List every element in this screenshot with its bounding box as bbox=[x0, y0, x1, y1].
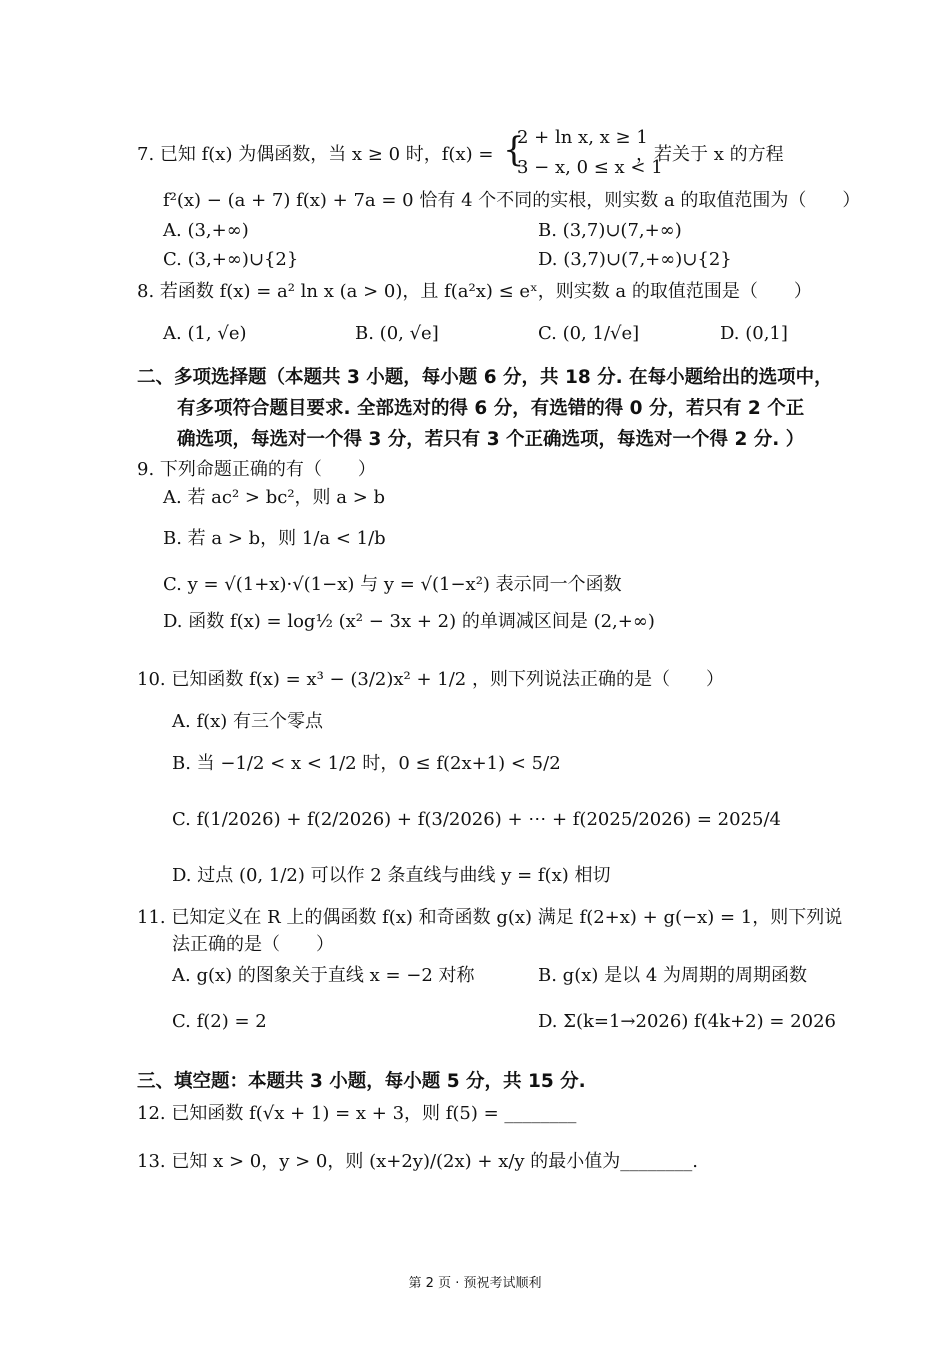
q11-option-c: C. f(2) = 2 bbox=[172, 1011, 267, 1032]
q8-option-a: A. (1, √e) bbox=[163, 323, 247, 344]
q9-stem: 9. 下列命题正确的有（ ） bbox=[137, 459, 376, 480]
page-footer: 第 2 页 · 预祝考试顺利 bbox=[408, 1276, 542, 1291]
q7-equation: f²(x) − (a + 7) f(x) + 7a = 0 恰有 4 个不同的实根，则实数 a 的取值范围为（ ） bbox=[163, 190, 861, 211]
q7-case-1: 2 + ln x, x ≥ 1 bbox=[517, 127, 648, 148]
q9-option-c: C. y = √(1+x)·√(1−x) 与 y = √(1−x²) 表示同一个函数 bbox=[163, 574, 622, 595]
q9-option-d: D. 函数 f(x) = log½ (x² − 3x + 2) 的单调减区间是 (2,+∞) bbox=[163, 611, 655, 632]
q8-option-c: C. (0, 1/√e] bbox=[538, 323, 640, 344]
q7-stem: 7. 已知 f(x) 为偶函数，当 x ≥ 0 时，f(x) = bbox=[137, 144, 494, 165]
section-2-heading-line3: 确选项，每选对一个得 3 分，若只有 3 个正确选项，每选对一个得 2 分. ） bbox=[177, 429, 805, 450]
q9-option-b: B. 若 a > b，则 1/a < 1/b bbox=[163, 528, 386, 549]
q8-stem: 8. 若函数 f(x) = a² ln x (a > 0)，且 f(a²x) ≤ eˣ，则实数 a 的取值范围是（ ） bbox=[137, 281, 812, 302]
q7-option-c: C. (3,+∞)∪{2} bbox=[163, 249, 299, 270]
section-3-heading: 三、填空题：本题共 3 小题，每小题 5 分，共 15 分. bbox=[137, 1071, 586, 1092]
q7-case-2: 3 − x, 0 ≤ x < 1 bbox=[517, 157, 663, 178]
q10-option-d: D. 过点 (0, 1/2) 可以作 2 条直线与曲线 y = f(x) 相切 bbox=[172, 865, 611, 886]
q10-option-a: A. f(x) 有三个零点 bbox=[172, 711, 324, 732]
q10-option-c: C. f(1/2026) + f(2/2026) + f(3/2026) + ⋯ + f(2025/2026) = 2025/4 bbox=[172, 809, 782, 830]
q11-stem: 11. 已知定义在 R 上的偶函数 f(x) 和奇函数 g(x) 满足 f(2+x) + g(−x) = 1，则下列说 bbox=[137, 907, 843, 928]
q7-stem-cont: ，若关于 x 的方程 bbox=[636, 144, 784, 165]
q8-option-b: B. (0, √e] bbox=[355, 323, 439, 344]
q11-option-d: D. Σ(k=1→2026) f(4k+2) = 2026 bbox=[538, 1011, 836, 1032]
q13-stem: 13. 已知 x > 0，y > 0，则 (x+2y)/(2x) + x/y 的最小值为________. bbox=[137, 1151, 699, 1172]
q12-stem: 12. 已知函数 f(√x + 1) = x + 3，则 f(5) = ________ bbox=[137, 1103, 577, 1124]
q11-stem-line2: 法正确的是（ ） bbox=[172, 934, 334, 955]
q10-option-b: B. 当 −1/2 < x < 1/2 时，0 ≤ f(2x+1) < 5/2 bbox=[172, 753, 561, 774]
section-2-heading: 二、多项选择题（本题共 3 小题，每小题 6 分，共 18 分. 在每小题给出的选项中， bbox=[137, 367, 833, 388]
brace: { bbox=[503, 130, 525, 170]
q7-option-a: A. (3,+∞) bbox=[163, 220, 249, 241]
q9-option-a: A. 若 ac² > bc²，则 a > b bbox=[163, 487, 386, 508]
q11-option-b: B. g(x) 是以 4 为周期的周期函数 bbox=[538, 965, 808, 986]
q8-option-d: D. (0,1] bbox=[720, 323, 788, 344]
section-2-heading-line2: 有多项符合题目要求. 全部选对的得 6 分，有选错的得 0 分，若只有 2 个正 bbox=[177, 398, 805, 419]
q10-stem: 10. 已知函数 f(x) = x³ − (3/2)x² + 1/2 ，则下列说法正确的是（ ） bbox=[137, 669, 724, 690]
q7-option-d: D. (3,7)∪(7,+∞)∪{2} bbox=[538, 249, 732, 270]
q11-option-a: A. g(x) 的图象关于直线 x = −2 对称 bbox=[172, 965, 475, 986]
q7-option-b: B. (3,7)∪(7,+∞) bbox=[538, 220, 682, 241]
